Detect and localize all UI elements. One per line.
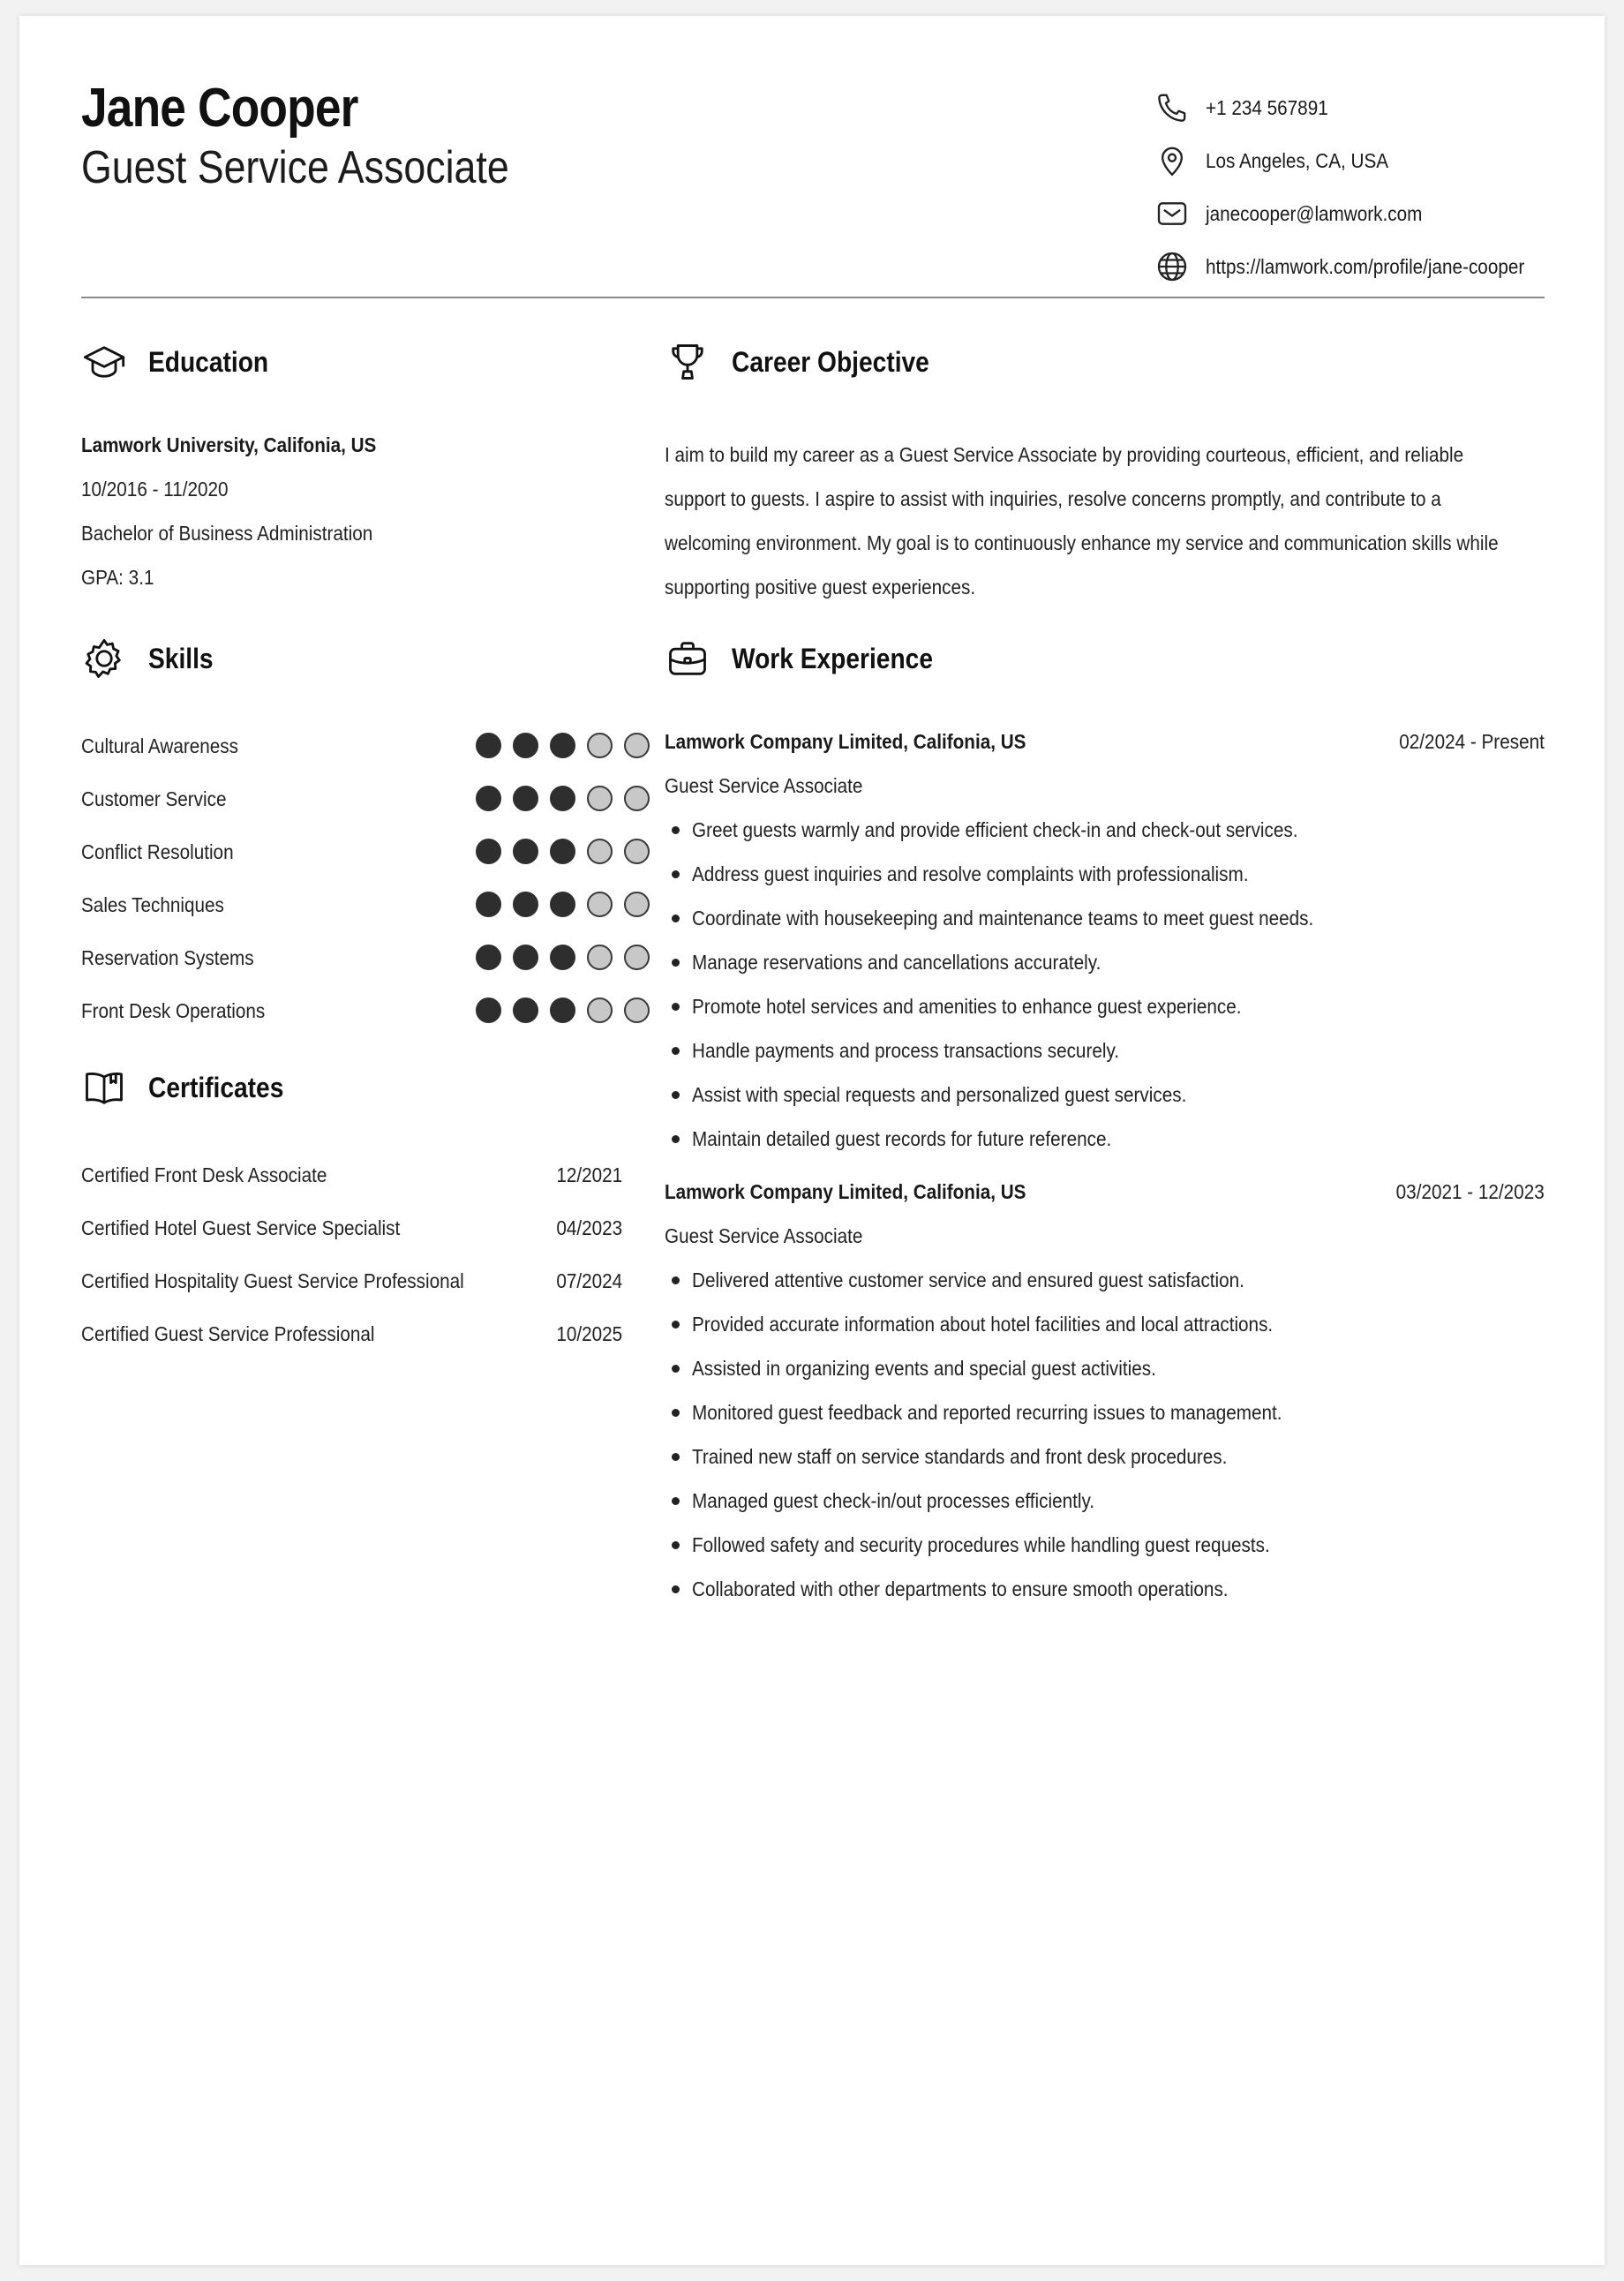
resume-page [19,16,1605,2265]
certificate-row [81,1158,622,1193]
skill-dot-empty [587,839,613,864]
bullet-text: Collaborated with other departments to ensure smooth operations. [692,1577,1229,1600]
skill-dot-filled [476,786,501,811]
bullet-item [665,1488,1547,1532]
candidate-name: Jane Cooper [81,78,358,139]
education-dates: 10/2016 - 11/2020 [81,478,229,501]
bullet-item [665,1356,1547,1400]
skill-dot-filled [513,997,538,1023]
phone-text: +1 234 567891 [1206,95,1328,119]
skill-row [81,835,628,870]
website-text: https://lamwork.com/profile/jane-cooper [1206,254,1525,278]
objective-line: support to guests. I aspire to assist with inquiries, resolve concerns promptly, and contribute to a [665,487,1441,510]
bullet-dot [672,915,680,922]
bullet-text: Delivered attentive customer service and ensured guest satisfaction. [692,1268,1244,1291]
bullet-item [665,1312,1547,1356]
bullet-text: Greet guests warmly and provide efficient check-in and check-out services. [692,818,1298,841]
skill-dot-filled [513,945,538,970]
skill-dot-filled [476,997,501,1023]
skill-dot-filled [513,786,538,811]
skill-row [81,994,628,1029]
bullet-dot [672,1365,680,1373]
skill-dot-filled [476,733,501,758]
mail-icon [1154,196,1190,231]
bullet-text: Trained new staff on service standards and front desk procedures. [692,1445,1228,1468]
objective-line: welcoming environment. My goal is to continuously enhance my service and communication skills while [665,531,1499,554]
skill-name: Conflict Resolution [81,840,234,863]
skill-dot-filled [550,786,575,811]
bullet-text: Followed safety and security procedures while handling guest requests. [692,1533,1270,1556]
bullet-text: Assist with special requests and personalized guest services. [692,1083,1187,1106]
skill-dot-empty [587,997,613,1023]
skill-name: Cultural Awareness [81,734,238,757]
objective-line: supporting positive guest experiences. [665,576,976,598]
skill-row [81,729,628,764]
candidate-title: Guest Service Associate [81,142,509,193]
objective-title: Career Objective [732,345,929,378]
skill-row [81,888,628,923]
education-school: Lamwork University, Califonia, US [81,433,377,456]
skill-dot-filled [476,945,501,970]
job-dates: 02/2024 - Present [1399,730,1545,753]
book-icon [81,1065,127,1110]
skill-dot-filled [550,945,575,970]
bullet-dot [672,1003,680,1011]
bullet-text: Managed guest check-in/out processes efficiently. [692,1489,1095,1512]
bullet-dot [672,1047,680,1055]
contact-website [1154,249,1560,284]
certificates-title: Certificates [148,1071,284,1103]
bullet-item [665,950,1547,994]
bullet-dot [672,1091,680,1099]
work-heading [665,636,960,681]
bullet-dot [672,1585,680,1593]
skill-dot-empty [624,733,650,758]
bullet-item [665,1532,1547,1577]
objective-text [665,433,1624,609]
education-gpa: GPA: 3.1 [81,566,154,589]
skill-dot-filled [550,839,575,864]
work-title: Work Experience [732,642,933,674]
bullet-text: Manage reservations and cancellations accurately. [692,951,1101,974]
certificate-date: 07/2024 [556,1269,622,1292]
skills-title: Skills [148,642,214,674]
bullet-dot [672,826,680,834]
skill-name: Reservation Systems [81,946,254,969]
job-bullets [665,817,1547,1171]
bullet-text: Monitored guest feedback and reported recurring issues to management. [692,1401,1282,1424]
skill-row [81,941,628,976]
skill-level-dots [476,997,661,1023]
skill-dot-empty [587,945,613,970]
skill-level-dots [476,945,661,970]
skill-dot-filled [476,892,501,917]
objective-heading [665,339,956,385]
skill-dot-filled [476,839,501,864]
skill-dot-filled [550,892,575,917]
job-company: Lamwork Company Limited, Califonia, US [665,730,1026,753]
location-pin-icon [1154,143,1190,178]
certificate-row [81,1211,622,1246]
phone-icon [1154,90,1190,125]
location-text: Los Angeles, CA, USA [1206,148,1389,172]
bullet-dot [672,1276,680,1284]
skill-dot-empty [624,892,650,917]
bullet-text: Assisted in organizing events and special guest activities. [692,1357,1156,1380]
skill-dot-empty [587,786,613,811]
skill-dot-empty [624,839,650,864]
certificate-row [81,1264,622,1299]
skill-name: Front Desk Operations [81,999,266,1022]
bullet-text: Provided accurate information about hotel facilities and local attractions. [692,1313,1274,1336]
certificate-name: Certified Front Desk Associate [81,1163,327,1186]
graduation-cap-icon [81,339,127,385]
trophy-icon [665,339,710,385]
skill-dot-filled [513,733,538,758]
bullet-item [665,1126,1547,1171]
skill-dot-empty [624,945,650,970]
gear-icon [81,636,127,681]
education-title: Education [148,345,269,378]
bullet-item [665,1082,1547,1126]
bullet-item [665,906,1547,950]
skill-dot-empty [587,892,613,917]
bullet-dot [672,959,680,967]
skill-row [81,782,628,817]
skill-level-dots [476,786,661,811]
skill-level-dots [476,839,661,864]
certificate-name: Certified Hotel Guest Service Specialist [81,1216,401,1239]
skills-heading [81,636,222,681]
email-text: janecooper@lamwork.com [1206,201,1423,225]
certificate-name: Certified Hospitality Guest Service Professional [81,1269,464,1292]
globe-icon [1154,249,1190,284]
certificate-date: 12/2021 [556,1163,622,1186]
contact-location [1154,143,1409,178]
bullet-text: Address guest inquiries and resolve complaints with professionalism. [692,862,1249,885]
bullet-dot [672,1135,680,1143]
education-degree: Bachelor of Business Administration [81,522,373,545]
bullet-item [665,1577,1547,1621]
bullet-dot [672,1321,680,1329]
contact-email [1154,196,1447,231]
briefcase-icon [665,636,710,681]
bullet-item [665,1400,1547,1444]
bullet-item [665,994,1547,1038]
certificate-row [81,1317,622,1352]
header-divider [81,297,1545,298]
certificate-date: 04/2023 [556,1216,622,1239]
bullet-dot [672,1409,680,1417]
skill-dot-filled [550,997,575,1023]
job-role: Guest Service Associate [665,1224,863,1247]
bullet-item [665,1268,1547,1312]
education-heading [81,339,285,385]
bullet-dot [672,1541,680,1549]
contact-phone [1154,90,1342,125]
skill-name: Sales Techniques [81,893,224,916]
certificates-heading [81,1065,302,1110]
certificate-date: 10/2025 [556,1322,622,1345]
bullet-text: Promote hotel services and amenities to enhance guest experience. [692,995,1242,1018]
skill-level-dots [476,892,661,917]
skill-dot-filled [513,839,538,864]
job-dates: 03/2021 - 12/2023 [1395,1180,1545,1203]
bullet-text: Maintain detailed guest records for future reference. [692,1127,1112,1150]
bullet-item [665,1444,1547,1488]
bullet-item [665,817,1547,862]
skill-dot-filled [550,733,575,758]
bullet-item [665,1038,1547,1082]
bullet-item [665,862,1547,906]
certificate-name: Certified Guest Service Professional [81,1322,375,1345]
bullet-dot [672,1453,680,1461]
skill-name: Customer Service [81,787,227,810]
objective-line: I aim to build my career as a Guest Service Associate by providing courteous, efficient, and reliable [665,443,1464,466]
skill-dot-empty [624,786,650,811]
bullet-text: Handle payments and process transactions securely. [692,1039,1120,1062]
skill-dot-empty [587,733,613,758]
skill-dot-filled [513,892,538,917]
skill-dot-empty [624,997,650,1023]
bullet-dot [672,870,680,878]
bullet-dot [672,1497,680,1505]
job-company: Lamwork Company Limited, Califonia, US [665,1180,1026,1203]
job-role: Guest Service Associate [665,774,863,797]
skill-level-dots [476,733,661,758]
job-bullets [665,1268,1547,1621]
bullet-text: Coordinate with housekeeping and maintenance teams to meet guest needs. [692,907,1314,930]
